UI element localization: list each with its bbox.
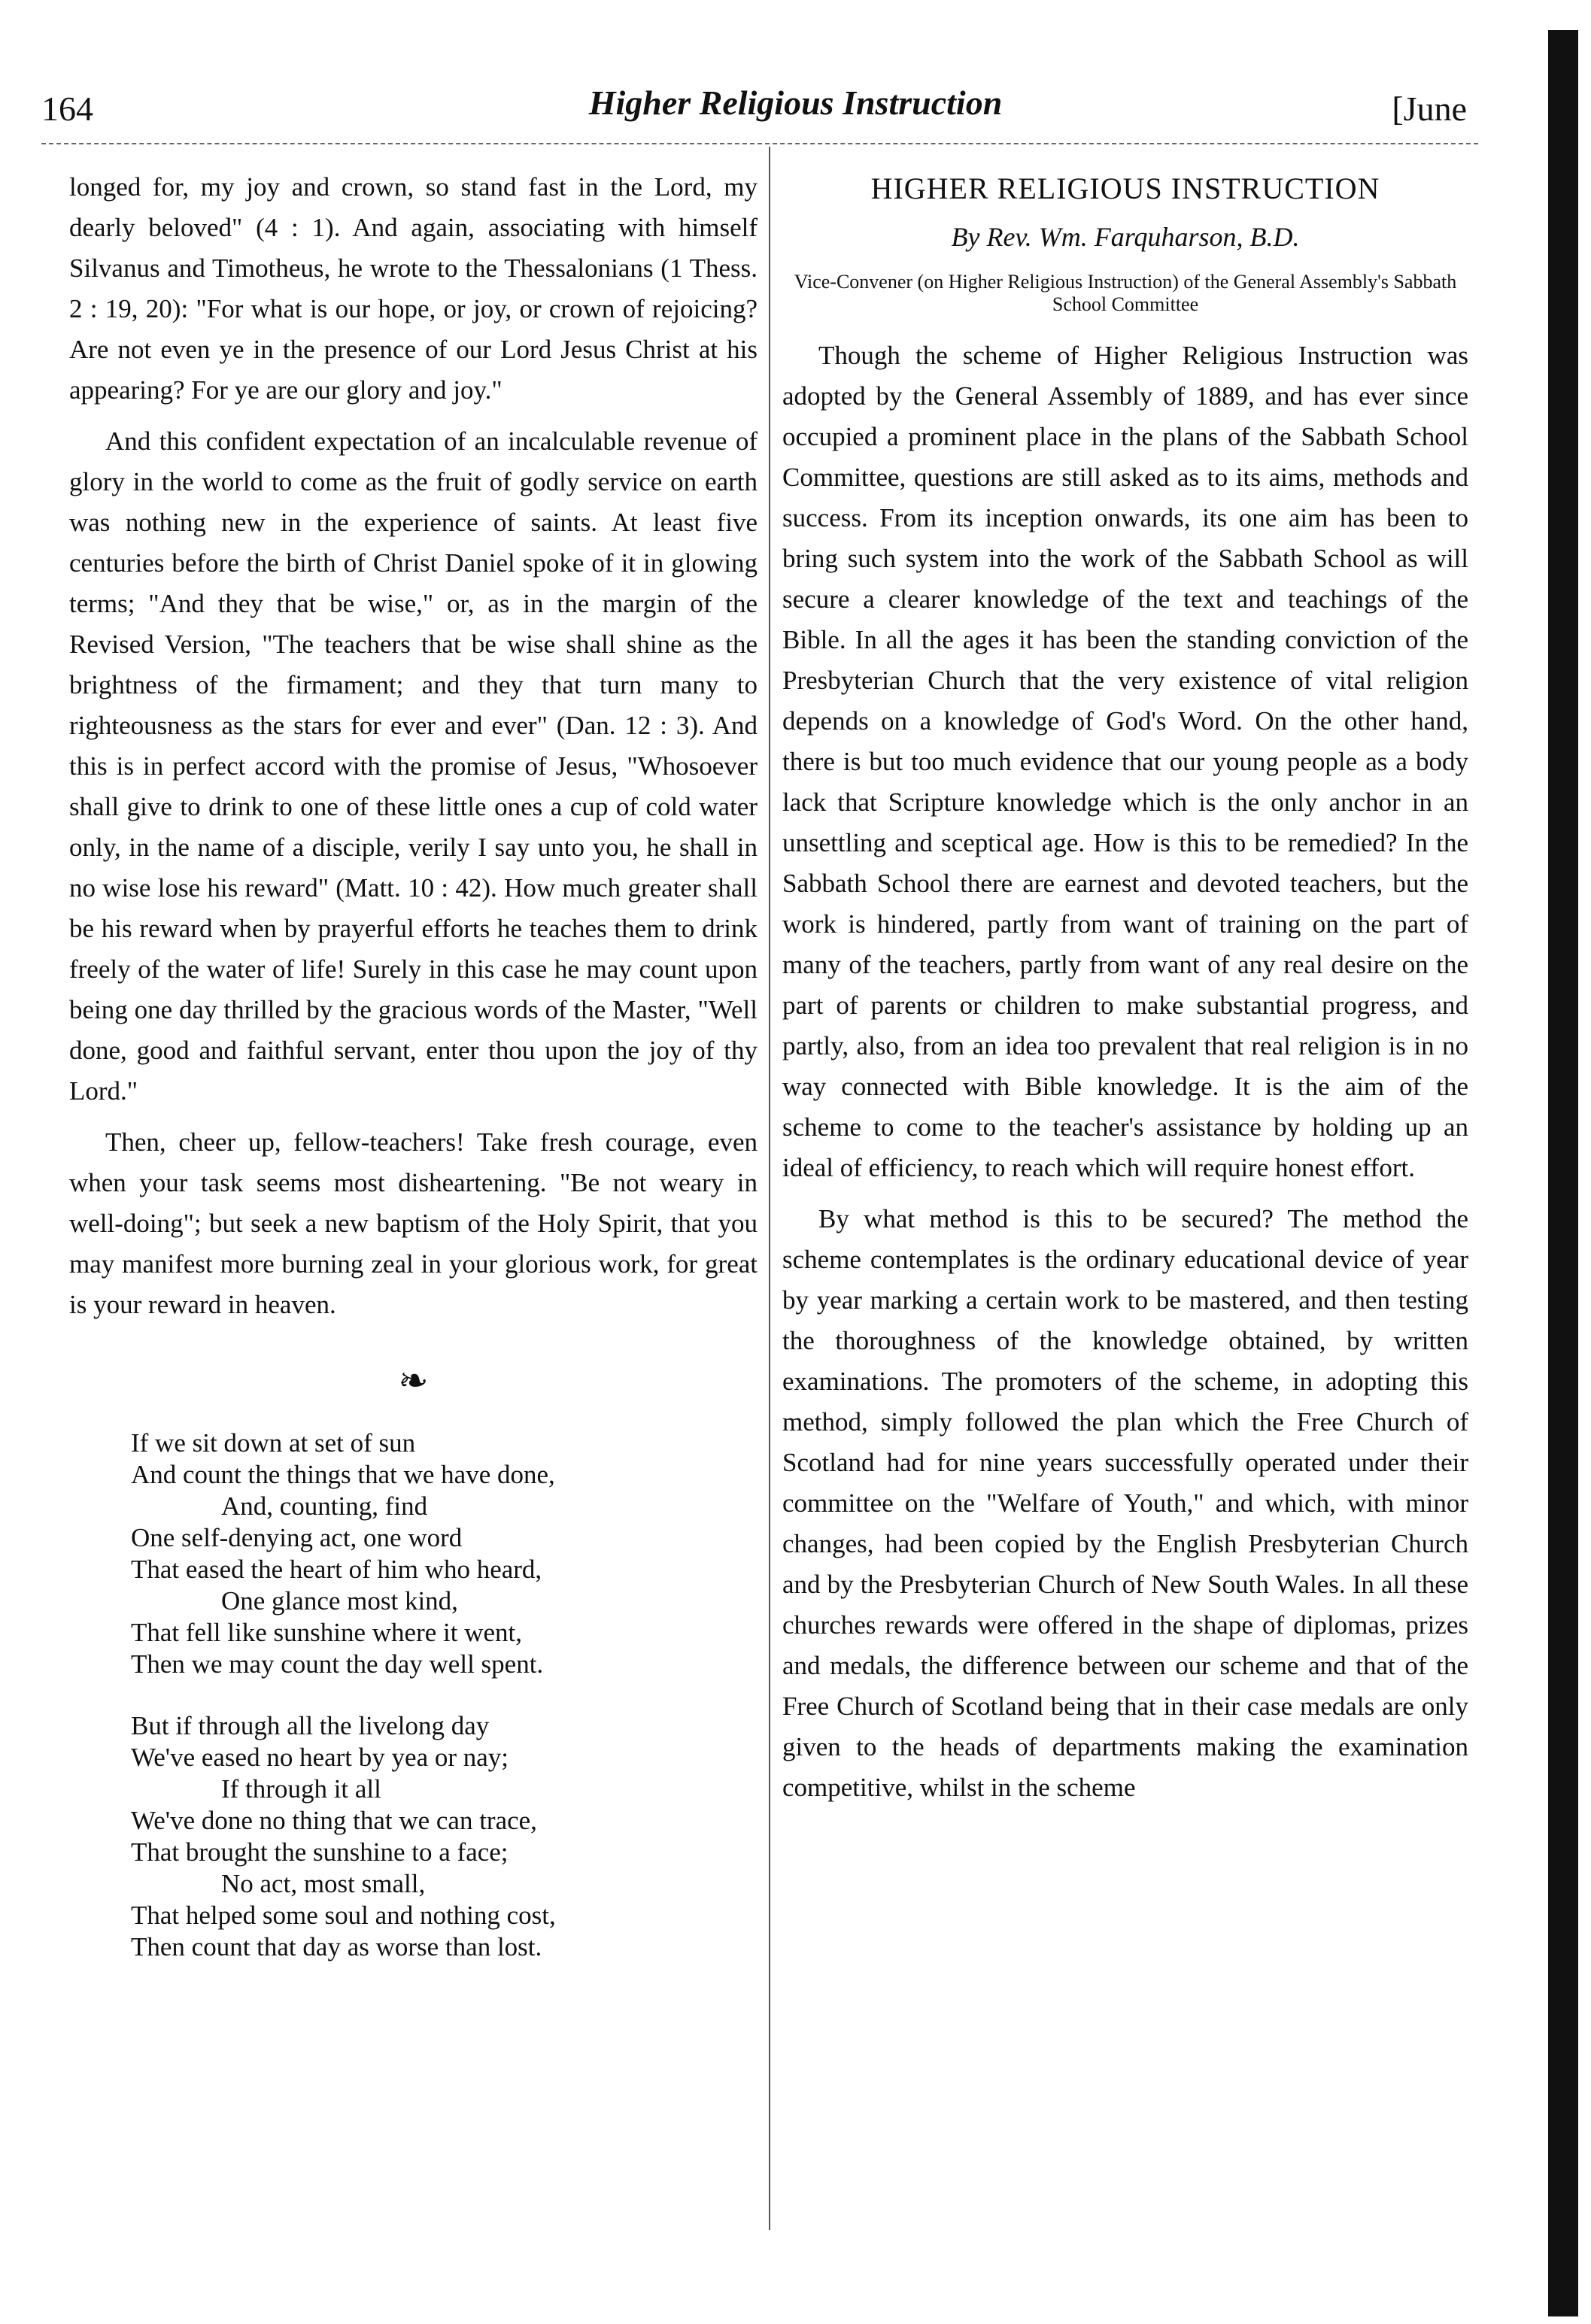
poem-line: We've done no thing that we can trace, bbox=[131, 1806, 537, 1835]
poem-line: No act, most small, bbox=[221, 1869, 426, 1898]
author-affiliation: Vice-Convener (on Higher Religious Instruction) of the General Assembly's Sabbath School Committee bbox=[794, 271, 1457, 315]
header-rule bbox=[41, 143, 1478, 144]
right-paragraph-2: By what method is this to be secured? The method the scheme contemplates is the ordinary educational device of year by year marking a certain work to be mastered, and then testing the thoroughness of the knowledge obtained, by written examinations. The promoters of the scheme, in adopting this method, simply followed the plan which the Free Church of Scotland had for nine years successfully operated under their committee on the "Welfare of Youth," and which, with minor changes, had been copied by the English Presbyterian Church and by the Presbyterian Church of New South Wales. In all these churches rewards were offered in the shape of diplomas, prizes and medals, the difference between our scheme and that of the Free Church of Scotland being that in their case medals are only given to the heads of departments making the examination competitive, whilst in the scheme bbox=[782, 1204, 1468, 1802]
right-column bbox=[782, 167, 1468, 1819]
poem-stanza-1 bbox=[131, 1427, 758, 1680]
poem-line: We've eased no heart by yea or nay; bbox=[131, 1743, 509, 1772]
page-number: 164 bbox=[41, 90, 93, 128]
poem-line: And count the things that we have done, bbox=[131, 1460, 555, 1489]
poem-line: Then count that day as worse than lost. bbox=[131, 1932, 542, 1961]
left-paragraph-3: Then, cheer up, fellow-teachers! Take fresh courage, even when your task seems most disheartening. "Be not weary in well-doing"; but seek a new baptism of the Holy Spirit, that you may manifest more burning zeal in your glorious work, for great is your reward in heaven. bbox=[69, 1127, 758, 1319]
poem bbox=[131, 1427, 758, 1963]
poem-line: That eased the heart of him who heard, bbox=[131, 1555, 542, 1584]
article-byline: By Rev. Wm. Farquharson, B.D. bbox=[951, 222, 1300, 252]
poem-line: If we sit down at set of sun bbox=[131, 1428, 416, 1458]
column-divider bbox=[769, 147, 770, 2230]
page-edge-bar bbox=[1548, 30, 1578, 2316]
left-paragraph-1: longed for, my joy and crown, so stand fast in the Lord, my dearly beloved" (4 : 1). And again, associating with himself Silvanus and Timotheus, he wrote to the Thessalonians (1 Thess. 2 : 19, 20): "For what is our hope, or joy, or crown of rejoicing? Are not even ye in the presence of our Lord Jesus Christ at his appearing? For ye are our glory and joy." bbox=[69, 172, 758, 405]
poem-line: If through it all bbox=[221, 1774, 381, 1804]
poem-line: That fell like sunshine where it went, bbox=[131, 1618, 522, 1647]
poem-line: And, counting, find bbox=[221, 1491, 428, 1521]
poem-line: That brought the sunshine to a face; bbox=[131, 1837, 509, 1867]
poem-line: Then we may count the day well spent. bbox=[131, 1649, 544, 1679]
poem-line: But if through all the livelong day bbox=[131, 1711, 490, 1740]
poem-line: That helped some soul and nothing cost, bbox=[131, 1901, 556, 1930]
left-paragraph-2: And this confident expectation of an incalculable revenue of glory in the world to come as the fruit of godly service on earth was nothing new in the experience of saints. At least five centuries before the birth of Christ Daniel spoke of it in glowing terms; "And they that be wise," or, as in the margin of the Revised Version, "The teachers that be wise shall shine as the brightness of the firmament; and they that turn many to righteousness as the stars for ever and ever" (Dan. 12 : 3). And this is in perfect accord with the promise of Jesus, "Whosoever shall give to drink to one of these little ones a cup of cold water only, in the name of a disciple, verily I say unto you, he shall in no wise lose his reward" (Matt. 10 : 42). How much greater shall be his reward when by prayerful efforts he teaches them to drink freely of the water of life! Surely in this case he may count upon being one day thrilled by the gracious words of the Master, "Well done, good and faithful servant, enter thou upon the joy of thy Lord." bbox=[69, 426, 758, 1106]
article-title: HIGHER RELIGIOUS INSTRUCTION bbox=[870, 171, 1380, 205]
poem-line: One self-denying act, one word bbox=[131, 1523, 463, 1552]
running-title: Higher Religious Instruction bbox=[588, 83, 1003, 122]
poem-stanza-2 bbox=[131, 1710, 758, 1963]
month-label: [June bbox=[1392, 90, 1467, 128]
right-paragraph-1: Though the scheme of Higher Religious Instruction was adopted by the General Assembly of 1889, and has ever since occupied a prominent place in the plans of the Sabbath School Committee, questions are still asked as to its aims, methods and success. From its inception onwards, its one aim has been to bring such system into the work of the Sabbath School as will secure a clearer knowledge of the text and teachings of the Bible. In all the ages it has been the standing conviction of the Presbyterian Church that the very existence of vital religion depends on a knowledge of God's Word. On the other hand, there is but too much evidence that our young people as a body lack that Scripture knowledge which is the only anchor in an unsettling and sceptical age. How is this to be remedied? In the Sabbath School there are earnest and devoted teachers, but the work is hindered, partly from want of training on the part of many of the teachers, partly from want of any real desire on the part of parents or children to make substantial progress, and partly, also, from an idea too prevalent that real religion is in no way connected with Bible knowledge. It is the aim of the scheme to come to the teacher's assistance by holding up an ideal of efficiency, to reach which will require honest effort. bbox=[782, 341, 1468, 1182]
poem-line: One glance most kind, bbox=[221, 1586, 458, 1616]
left-column bbox=[69, 167, 758, 1993]
fleuron-ornament: ❧ bbox=[398, 1361, 429, 1401]
